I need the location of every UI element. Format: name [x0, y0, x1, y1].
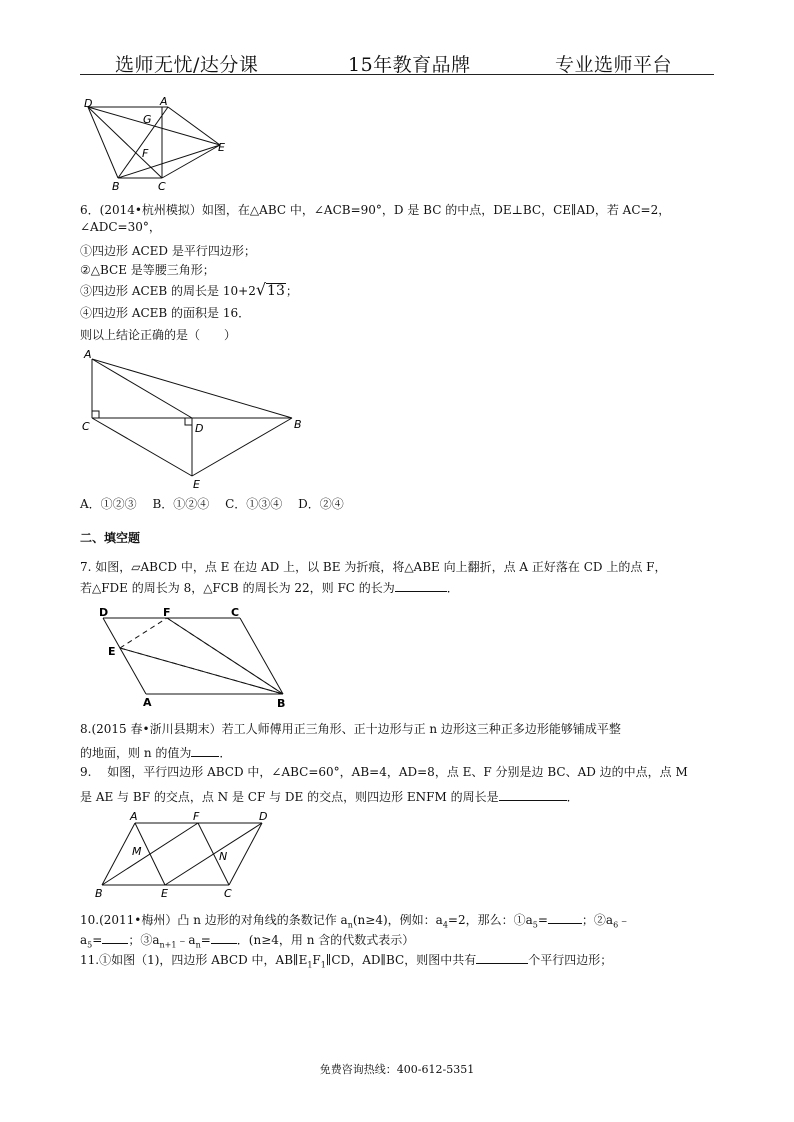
fig7-label-d: D	[99, 606, 109, 619]
q8-line2	[80, 744, 231, 761]
fig7-label-e: E	[108, 645, 116, 658]
q6-line1: 6．(2014•杭州模拟）如图，在△ABC 中，∠ACB=90°，D 是 BC 的中点，DE⊥BC，CE∥AD，若 AC=2，	[80, 203, 671, 217]
answer-blank	[548, 911, 582, 924]
fig6-label-b: B	[294, 418, 302, 431]
fig5-label-g: G	[143, 113, 152, 126]
answer-blank	[102, 931, 128, 944]
figure-q5	[80, 95, 240, 195]
q10-sub: 4	[442, 920, 448, 930]
answer-blank	[191, 744, 219, 757]
answer-blank	[499, 788, 567, 801]
q7-line2	[80, 579, 459, 596]
q9-line2-end: ．	[566, 790, 579, 804]
q6-s3-radicand: 13	[267, 283, 285, 299]
fig6-label-d: D	[195, 422, 204, 435]
q11-text-d: 个平行四边形；	[528, 953, 613, 967]
q10-text-b: (n≥4)，例如：a	[352, 913, 443, 927]
fig9-label-d: D	[259, 810, 268, 823]
sqrt-symbol: √13	[255, 280, 285, 299]
fig9-label-f: F	[193, 810, 200, 823]
header-center: 15年教育品牌	[348, 54, 471, 76]
answer-blank	[476, 951, 528, 964]
q6-statement-1: ①四边形 ACED 是平行四边形；	[80, 244, 256, 258]
header-divider	[80, 74, 714, 75]
fig9-label-e: E	[161, 887, 168, 900]
q10-sub: n	[347, 920, 353, 930]
figure-q6	[80, 346, 310, 491]
q10-text-k: =	[200, 933, 211, 947]
q8-line1: 8.(2015 春•浙川县期末）若工人师傅用正三角形、正十边形与正 n 边形这三种正多边形能够铺成平整	[80, 722, 621, 736]
fig9-label-m: M	[132, 845, 142, 858]
q9-line2-text: 是 AE 与 BF 的交点，点 N 是 CF 与 DE 的交点，则四边形 ENFM 的周长是	[80, 790, 499, 804]
fig7-label-c: C	[231, 606, 240, 619]
answer-blank	[395, 579, 447, 592]
q9-line1: 9. 如图，平行四边形 ABCD 中，∠ABC=60°，AB=4，AD=8，点 E、F 分别是边 BC、AD 边的中点，点 M	[80, 765, 688, 779]
q10-text-l: ．(n≥4，用 n 含的代数式表示）	[236, 933, 415, 947]
q11-sub: 1	[307, 960, 313, 970]
fig5-label-e: E	[218, 141, 225, 154]
q11-sub: 1	[320, 960, 326, 970]
q10-text-f: ﹣	[618, 913, 631, 927]
q10-text-c: =2，那么：①a	[447, 913, 533, 927]
fig6-label-c: C	[82, 420, 90, 433]
fig9-label-b: B	[95, 887, 103, 900]
fig5-label-b: B	[112, 180, 120, 193]
q10-sub: 5	[532, 920, 538, 930]
q8-line2-end: ．	[219, 746, 232, 760]
fig7-label-b: B	[277, 697, 286, 710]
fig5-label-d: D	[84, 97, 93, 110]
q6-statement-3	[80, 282, 298, 299]
fig6-label-e: E	[193, 478, 200, 491]
q6-line2: ∠ADC=30°，	[80, 220, 161, 234]
fig5-label-a: A	[160, 95, 168, 108]
q10-text-d: =	[537, 913, 548, 927]
page-footer: 免费咨询热线：400-612-5351	[319, 1063, 475, 1076]
q6-s3-prefix: ③四边形 ACEB 的周长是 10+2	[80, 284, 256, 298]
q10-text-j: ﹣a	[176, 933, 196, 947]
figure-q7	[95, 603, 295, 711]
q6-statement-2: ②△BCE 是等腰三角形；	[80, 263, 215, 277]
q10-sub: n	[195, 940, 201, 950]
fig5-label-c: C	[158, 180, 166, 193]
q6-s3-suffix: ；	[285, 284, 298, 298]
header-right: 专业选师平台	[555, 54, 673, 76]
fig5-label-f: F	[142, 147, 149, 160]
q10-sub: n+1	[159, 940, 177, 950]
q7-line2-end: ．	[446, 581, 459, 595]
q9-line2	[80, 788, 579, 805]
q6-question: 则以上结论正确的是（ ）	[80, 328, 237, 342]
q6-statement-4: ④四边形 ACEB 的面积是 16．	[80, 306, 251, 320]
section-title: 二、填空题	[80, 531, 141, 545]
page-header	[80, 46, 714, 74]
fig9-label-a: A	[130, 810, 138, 823]
q10-text-e: ；②a	[581, 913, 614, 927]
q10-text-h: =	[92, 933, 103, 947]
q10-text-i: ；③a	[128, 933, 160, 947]
q11-line1	[80, 951, 612, 973]
fig6-label-a: A	[84, 348, 92, 361]
q7-line2-text: 若△FDE 的周长为 8，△FCB 的周长为 22，则 FC 的长为	[80, 581, 395, 595]
fig9-label-c: C	[224, 887, 232, 900]
fig7-label-a: A	[143, 696, 152, 709]
q7-line1: 7. 如图，▱ABCD 中，点 E 在边 AD 上，以 BE 为折痕，将△ABE 向上翻折，点 A 正好落在 CD 上的点 F，	[80, 560, 667, 574]
q11-text-c: ∥CD，AD∥BC，则图中共有	[325, 953, 477, 967]
q10-sub: 5	[87, 940, 93, 950]
q11-text-b: F	[312, 953, 321, 967]
q10-text-g: a	[80, 933, 88, 947]
header-left: 选师无忧/达分课	[115, 54, 259, 76]
figure-q9	[92, 808, 282, 904]
fig9-label-n: N	[219, 850, 228, 863]
q8-line2-text: 的地面，则 n 的值为	[80, 746, 192, 760]
q11-text-a: 11.①如图（1)，四边形 ABCD 中，AB∥E	[80, 953, 308, 967]
q6-options: A．①②③ B．①②④ C．①③④ D．②④	[80, 497, 344, 511]
answer-blank	[211, 931, 237, 944]
q10-text-a: 10.(2011•梅州）凸 n 边形的对角线的条数记作 a	[80, 913, 348, 927]
q10-sub: 6	[613, 920, 619, 930]
fig7-label-f: F	[163, 606, 171, 619]
